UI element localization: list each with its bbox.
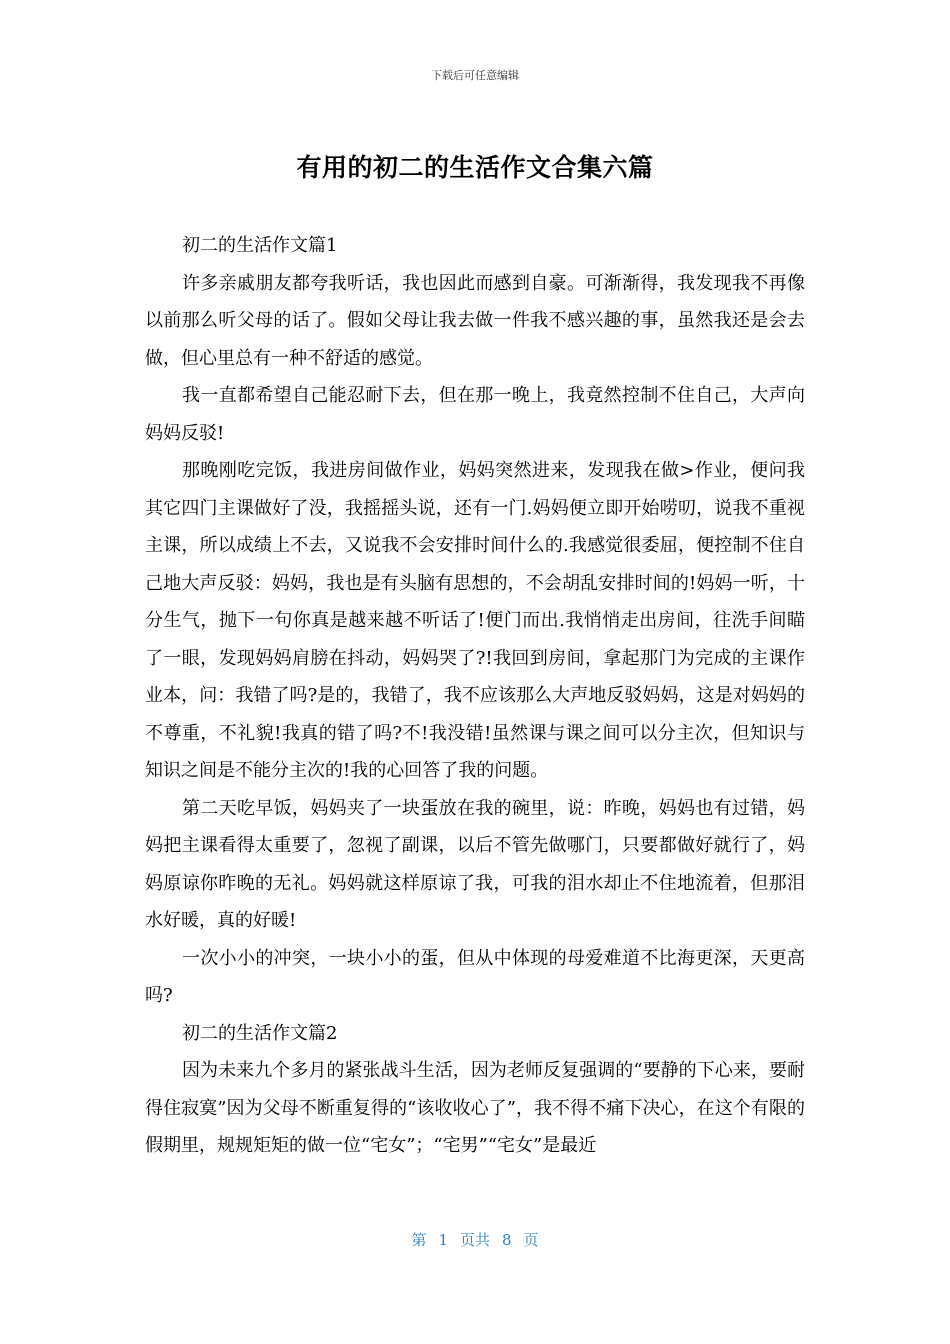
page-total: 8 [502,1231,512,1249]
paragraph: 一次小小的冲突，一块小小的蛋，但从中体现的母爱难道不比海更深，天更高吗? [145,947,805,1006]
paragraph: 我一直都希望自己能忍耐下去，但在那一晚上，我竟然控制不住自己，大声向妈妈反驳! [145,385,805,444]
page-current: 1 [438,1231,448,1249]
section-heading: 初二的生活作文篇2 [182,1022,338,1044]
section-heading: 初二的生活作文篇1 [182,235,338,256]
page-label-mid: 页共 [459,1231,490,1249]
paragraph: 第二天吃早饭，妈妈夹了一块蛋放在我的碗里，说：昨晚，妈妈也有过错，妈妈把主课看得太重要了，忽视了副课，以后不管先做哪门，只要都做好就行了，妈妈原谅你昨晚的无礼。妈妈就这样原谅了我，可我的泪水却止不住地流着，但那泪水好暖，真的好暖! [145,797,805,931]
page-footer [0,1229,950,1250]
paragraph: 许多亲戚朋友都夸我听话，我也因此而感到自豪。可渐渐得，我发现我不再像以前那么听父母的话了。假如父母让我去做一件我不感兴趣的事，虽然我还是会去做，但心里总有一种不舒适的感觉。 [145,272,805,369]
paragraph: 那晚刚吃完饭，我进房间做作业，妈妈突然进来，发现我在做>作业，便问我其它四门主课做好了没，我摇摇头说，还有一门.妈妈便立即开始唠叨，说我不重视主课，所以成绩上不去，又说我不会安排时间什么的.我感觉很委屈，便控制不住自己地大声反驳：妈妈，我也是有头脑有思想的，不会胡乱安排时间的!妈妈一听，十分生气，抛下一句你真是越来越不听话了!便门而出.我悄悄走出房间，往洗手间瞄了一眼，发现妈妈肩膀在抖动，妈妈哭了?!我回到房间，拿起那门为完成的主课作业本，问：我错了吗?是的，我错了，我不应该那么大声地反驳妈妈，这是对妈妈的不尊重，不礼貌!我真的错了吗?不!我没错!虽然课与课之间可以分主次，但知识与知识之间是不能分主次的!我的心回答了我的问题。 [145,460,805,781]
page-label-prefix: 第 [411,1231,427,1249]
header-note: 下载后可任意编辑 [431,69,519,82]
document-body [145,227,805,1165]
paragraph: 因为未来九个多月的紧张战斗生活，因为老师反复强调的“要静的下心来，要耐得住寂寞”因为父母不断重复得的“该收收心了”，我不得不痛下决心，在这个有限的假期里，规规矩矩的做一位“宅女”；“宅男”“宅女”是最近 [145,1060,805,1156]
document-title: 有用的初二的生活作文合集六篇 [296,153,654,182]
page-label-suffix: 页 [523,1231,539,1249]
